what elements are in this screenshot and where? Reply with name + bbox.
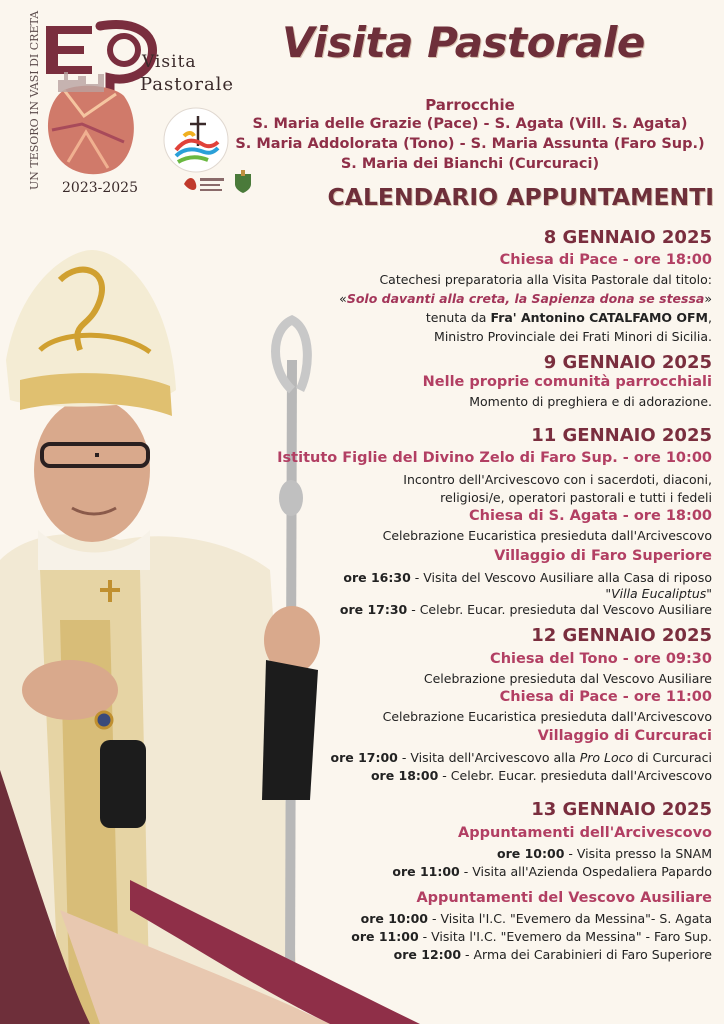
event-place: Chiesa di Pace - ore 11:00 <box>499 689 712 705</box>
schedule-time: ore 11:00 <box>392 864 460 879</box>
partner-logo-icon <box>180 172 226 196</box>
date-12-gennaio: 12 GENNAIO 2025 <box>531 625 712 646</box>
quote-open: « <box>339 291 347 306</box>
parishes-heading: Parrocchie <box>425 96 515 114</box>
schedule-time: ore 10:00 <box>497 846 565 861</box>
quote-close: » <box>704 291 712 306</box>
schedule-item-extra <box>605 586 712 601</box>
speaker-name: Fra' Antonino CATALFAMO OFM <box>490 310 709 325</box>
schedule-time: ore 17:00 <box>330 750 398 765</box>
logo-visita-text: Visita <box>142 52 197 72</box>
villa-name: "Villa Eucaliptus" <box>605 586 712 601</box>
schedule-text: di Curcuraci <box>633 750 712 765</box>
event-line: religiosi/e, operatori pastorali e tutti i fedeli <box>440 490 712 505</box>
speaker-suffix: , <box>708 310 712 325</box>
schedule-time: ore 11:00 <box>351 929 419 944</box>
parish-line-1: S. Maria delle Grazie (Pace) - S. Agata (Vill. S. Agata) <box>252 116 688 132</box>
date-8-gennaio: 8 GENNAIO 2025 <box>543 227 712 248</box>
event-line: Incontro dell'Arcivescovo con i sacerdoti, diaconi, <box>403 472 712 487</box>
event-place-chiesa-pace: Chiesa di Pace - ore 18:00 <box>499 252 712 268</box>
schedule-time: ore 12:00 <box>393 947 462 962</box>
parish-line-3: S. Maria dei Bianchi (Curcuraci) <box>340 156 600 172</box>
event-line: Celebrazione Eucaristica presieduta dall'Arcivescovo <box>382 528 712 543</box>
schedule-item <box>351 929 712 944</box>
event-line: Ministro Provinciale dei Frati Minori di Sicilia. <box>434 329 712 344</box>
schedule-text: - Visita del Vescovo Ausiliare alla Casa di riposo <box>410 570 712 585</box>
event-place: Istituto Figlie del Divino Zelo di Faro Sup. - ore 10:00 <box>277 450 712 466</box>
page-title: Visita Pastorale <box>282 18 645 67</box>
schedule-text: - Celebr. Eucar. presieduta dal Vescovo Ausiliare <box>407 602 712 617</box>
event-line: Catechesi preparatoria alla Visita Pastorale dal titolo: <box>379 272 712 287</box>
event-quote-line <box>339 291 712 306</box>
parish-line-2: S. Maria Addolorata (Tono) - S. Maria Assunta (Faro Sup.) <box>235 136 705 152</box>
event-section-auxiliary-bishop: Appuntamenti del Vescovo Ausiliare <box>416 890 712 906</box>
schedule-time: ore 16:30 <box>343 570 411 585</box>
event-place: Chiesa di S. Agata - ore 18:00 <box>469 508 712 524</box>
diocese-crest-icon <box>232 170 254 194</box>
event-line: Celebrazione presieduta dal Vescovo Ausiliare <box>423 671 712 686</box>
pro-loco-text: Pro Loco <box>579 750 634 765</box>
event-quote: Solo davanti alla creta, la Sapienza dona se stessa <box>346 291 705 306</box>
event-section-archbishop: Appuntamenti dell'Arcivescovo <box>458 825 712 841</box>
event-place: Villaggio di Curcuraci <box>537 728 712 744</box>
event-place: Nelle proprie comunità parrocchiali <box>422 374 712 390</box>
schedule-text: - Visita dell'Arcivescovo alla <box>397 750 580 765</box>
logo-pastorale-text: Pastorale <box>140 74 235 95</box>
schedule-item <box>340 602 712 617</box>
schedule-text: - Celebr. Eucar. presieduta dall'Arcivescovo <box>438 768 712 783</box>
event-line: Celebrazione Eucaristica presieduta dall'Arcivescovo <box>382 709 712 724</box>
schedule-item <box>497 846 712 861</box>
event-line: Momento di preghiera e di adorazione. <box>469 394 712 409</box>
schedule-item <box>394 947 712 962</box>
schedule-text: - Visita presso la SNAM <box>564 846 712 861</box>
schedule-text: - Visita l'I.C. "Evemero da Messina"- S. Agata <box>427 911 712 926</box>
date-13-gennaio: 13 GENNAIO 2025 <box>531 799 712 820</box>
schedule-item <box>371 768 712 783</box>
schedule-text: - Visita all'Azienda Ospedaliera Papardo <box>459 864 712 879</box>
event-speaker-line <box>426 310 712 325</box>
schedule-item <box>392 864 712 879</box>
date-11-gennaio: 11 GENNAIO 2025 <box>531 425 712 446</box>
schedule-item <box>361 911 712 926</box>
event-place: Chiesa del Tono - ore 09:30 <box>490 651 712 667</box>
schedule-time: ore 17:30 <box>339 602 408 617</box>
event-place: Villaggio di Faro Superiore <box>494 548 712 564</box>
date-9-gennaio: 9 GENNAIO 2025 <box>543 352 712 373</box>
schedule-item <box>343 570 712 585</box>
schedule-text: - Arma dei Carabinieri di Faro Superiore <box>461 947 712 962</box>
schedule-time: ore 10:00 <box>360 911 428 926</box>
jubilee-logo-icon <box>162 106 230 174</box>
calendar-heading: CALENDARIO APPUNTAMENTI <box>327 183 714 211</box>
speaker-prefix: tenuta da <box>425 310 491 325</box>
schedule-text: - Visita l'I.C. "Evemero da Messina" - Faro Sup. <box>418 929 712 944</box>
schedule-item <box>331 750 713 765</box>
schedule-time: ore 18:00 <box>370 768 439 783</box>
logo-ring-text: UN TESORO IN VASI DI CRETA <box>28 10 41 190</box>
logo-years-text: 2023-2025 <box>62 180 138 196</box>
